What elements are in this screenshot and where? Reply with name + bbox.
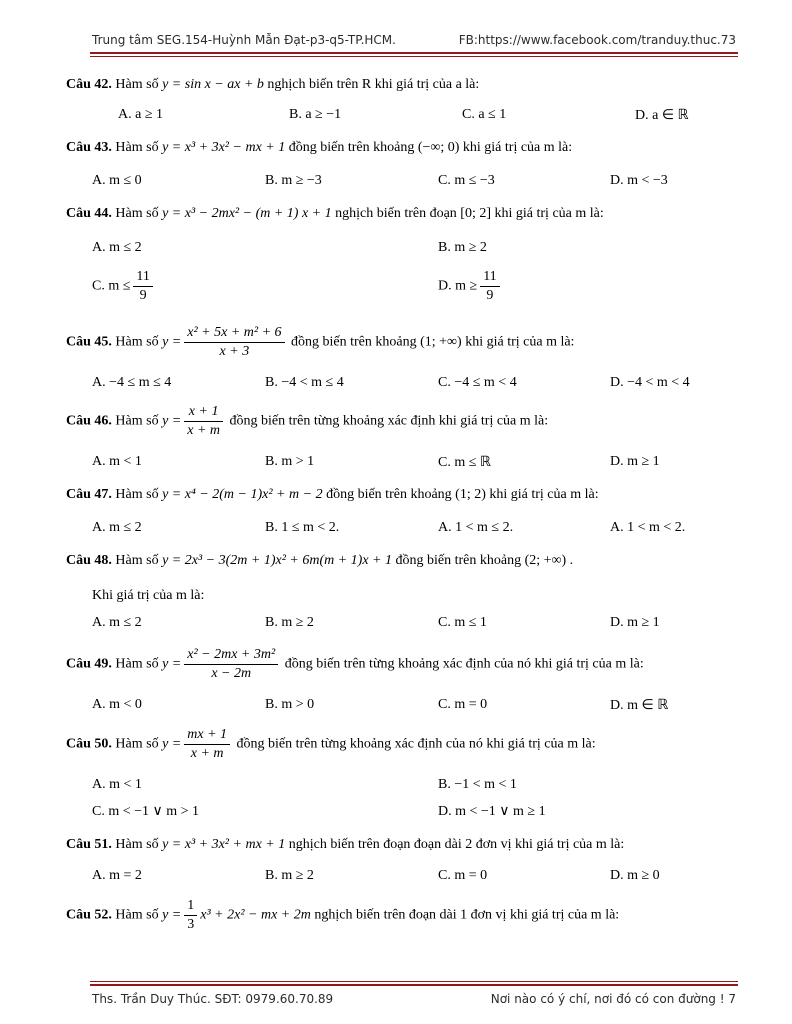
header-right: FB:https://www.facebook.com/tranduy.thuc.73 bbox=[458, 33, 736, 47]
q46-option-b: B. m > 1 bbox=[265, 454, 315, 469]
q45-option-b: B. −4 < m ≤ 4 bbox=[265, 375, 344, 390]
q46-option-a: A. m < 1 bbox=[92, 454, 142, 469]
q42-option-a: A. a ≥ 1 bbox=[118, 107, 164, 122]
q44-option-b: B. m ≥ 2 bbox=[438, 240, 487, 255]
q44-option-c: C. m ≤ $\frac{11}{9}$ bbox=[92, 268, 156, 305]
footer-right: Nơi nào có ý chí, nơi đó có con đường ! 7 bbox=[490, 992, 736, 1006]
q47-option-a: A. m ≤ 2 bbox=[92, 520, 142, 535]
question-43: Câu 43. Hàm số y = x³ + 3x² − mx + 1 đồng biến trên khoảng (−∞; 0) khi giá trị của m là: bbox=[66, 140, 573, 155]
question-42: Câu 42. Hàm số y = sin x − ax + b nghịch biến trên R khi giá trị của a là: bbox=[66, 77, 480, 92]
q44-option-d: D. m ≥ $\frac{11}{9}$ bbox=[438, 268, 503, 305]
q43-option-b: B. m ≥ −3 bbox=[265, 173, 322, 188]
header-rule bbox=[90, 52, 738, 54]
q48-option-c: C. m ≤ 1 bbox=[438, 615, 487, 630]
q42-option-d: D. a ∈ ℝ bbox=[635, 108, 689, 123]
q49-option-d: D. m ∈ ℝ bbox=[610, 698, 669, 713]
footer-rule bbox=[90, 984, 738, 986]
q47-option-d: A. 1 < m < 2. bbox=[610, 520, 686, 535]
question-52: Câu 52. Hàm số y = $\frac{1}{3}$ x³ + 2x² − mx + 2m nghịch biến trên đoạn dài 1 đơn vị khi giá trị của m là: bbox=[66, 898, 620, 932]
question-46: Câu 46. Hàm số y = $\frac{x + 1}{x + m}$ đồng biến trên từng khoảng xác định khi giá trị của m là: bbox=[66, 404, 549, 438]
question-47: Câu 47. Hàm số y = x⁴ − 2(m − 1)x² + m − 2 đồng biến trên khoảng (1; 2) khi giá trị của m là: bbox=[66, 487, 599, 502]
header-left: Trung tâm SEG.154-Huỳnh Mẫn Đạt-p3-q5-TP.HCM. bbox=[92, 33, 396, 47]
q50-option-b: B. −1 < m < 1 bbox=[438, 777, 517, 792]
q46-option-c: C. m ≤ ℝ bbox=[438, 455, 491, 470]
q51-option-c: C. m = 0 bbox=[438, 868, 488, 883]
q50-option-d: D. m < −1 ∨ m ≥ 1 bbox=[438, 804, 546, 819]
q45-option-d: D. −4 < m < 4 bbox=[610, 375, 690, 390]
q50-option-a: A. m < 1 bbox=[92, 777, 142, 792]
q42-option-b: B. a ≥ −1 bbox=[289, 107, 342, 122]
q43-option-c: C. m ≤ −3 bbox=[438, 173, 495, 188]
q48-option-d: D. m ≥ 1 bbox=[610, 615, 660, 630]
page-footer bbox=[92, 992, 736, 1006]
q49-option-c: C. m = 0 bbox=[438, 697, 488, 712]
page-header bbox=[92, 33, 736, 47]
question-49: Câu 49. Hàm số y = $\frac{\text{x² − 2mx + 3m²}}{x - 2m}$ đồng biến trên từng khoảng xác định của nó khi giá trị của m là: bbox=[66, 647, 644, 681]
q43-option-d: D. m < −3 bbox=[610, 173, 668, 188]
footer-left: Ths. Trần Duy Thúc. SĐT: 0979.60.70.89 bbox=[92, 992, 334, 1006]
q45-option-a: A. −4 ≤ m ≤ 4 bbox=[92, 375, 172, 390]
q49-option-a: A. m < 0 bbox=[92, 697, 142, 712]
q46-option-d: D. m ≥ 1 bbox=[610, 454, 660, 469]
question-51: Câu 51. Hàm số y = x³ + 3x² + mx + 1 nghịch biến trên đoạn đoạn dài 2 đơn vị khi giá trị của m là: bbox=[66, 837, 625, 852]
q51-option-b: B. m ≥ 2 bbox=[265, 868, 314, 883]
q50-option-c: C. m < −1 ∨ m > 1 bbox=[92, 804, 200, 819]
q44-option-a: A. m ≤ 2 bbox=[92, 240, 142, 255]
q42-option-c: C. a ≤ 1 bbox=[462, 107, 507, 122]
q43-option-a: A. m ≤ 0 bbox=[92, 173, 142, 188]
q51-option-a: A. m = 2 bbox=[92, 868, 142, 883]
question-45: Câu 45. Hàm số y = $\frac{\text{x² + 5x + m² + 6}}{x + 3}$ đồng biến trên khoảng (1; +∞) khi giá trị của m là: bbox=[66, 325, 575, 359]
q51-option-d: D. m ≥ 0 bbox=[610, 868, 660, 883]
q49-option-b: B. m > 0 bbox=[265, 697, 315, 712]
question-44: Câu 44. Hàm số y = x³ − 2mx² − (m + 1) x + 1 nghịch biến trên đoạn [0; 2] khi giá trị của m là: bbox=[66, 206, 604, 221]
question-50: Câu 50. Hàm số y = $\frac{mx + 1}{x + m}$ đồng biến trên từng khoảng xác định của nó khi giá trị của m là: bbox=[66, 727, 596, 761]
q47-option-b: B. 1 ≤ m < 2. bbox=[265, 520, 340, 535]
q48-option-b: B. m ≥ 2 bbox=[265, 615, 314, 630]
footer-rule-thin bbox=[90, 981, 738, 982]
q47-option-c: A. 1 < m ≤ 2. bbox=[438, 520, 514, 535]
question-48: Câu 48. Hàm số y = 2x³ − 3(2m + 1)x² + 6m(m + 1)x + 1 đồng biến trên khoảng (2; +∞) . bbox=[66, 553, 574, 568]
q48-option-a: A. m ≤ 2 bbox=[92, 615, 142, 630]
q48-continuation: Khi giá trị của m là: bbox=[92, 588, 205, 603]
q45-option-c: C. −4 ≤ m < 4 bbox=[438, 375, 517, 390]
header-rule-thin bbox=[90, 56, 738, 57]
